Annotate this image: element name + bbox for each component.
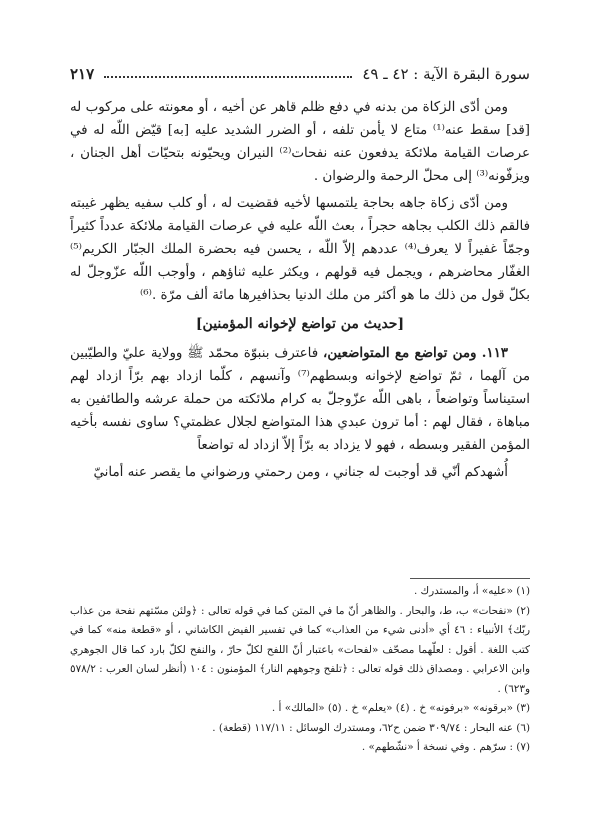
paragraph-zakat-body: ومن أدّى الزكاة من بدنه في دفع ظلم قاهر عن أخيه ، أو معونته على مركوب له [قد] سقط عنه⁽¹⁾ متاع لا يأمن تلفه ، أو الضرر الشديد عليه [به] قيّض اللّه له في عرصات القيامة ملائكة يدفعون عنه نفحات⁽²⁾ النيران ويحيّونه بتحيّات أهل الجنان ، ويزفّونه⁽³⁾ إلى محلّ الرحمة والرضوان . bbox=[70, 100, 530, 184]
header-dotted-rule bbox=[104, 70, 352, 78]
footnote-1: (١) «عليه» أ، والمستدرك . bbox=[413, 585, 530, 597]
footnote-6: (٦) عنه البحار : ٣٠٩/٧٤ ضمن ح٦٢، ومستدرك الوسائل : ١١٧/١١ (قطعة) . bbox=[212, 721, 530, 734]
footnotes bbox=[70, 582, 530, 758]
main-text bbox=[70, 96, 530, 488]
section-heading: [حديث من تواضع لإخوانه المؤمنين] bbox=[195, 316, 405, 332]
hadith-text: فاعترف بنبوّة محمّد ﷺ وولاية عليّ والطيّبين من آلهما ، ثمّ تواضع لإخوانه وبسطهم⁽⁷⁾ وآنسهم ، كلّما ازداد بهم برّاً ازداد لهم استيناساً وتواضعاً ، باهى اللّه عزّوجلّ به كرام ملائكته من حملة عرشه والطائفين به مباهاة ، فقال لهم : أما ترون عبدي هذا المتواضع لجلال عظمتي؟ ساوى نفسه بأخيه المؤمن الفقير وبسطه ، فهو لا يزداد به برّاً إلاّ ازداد له تواضعاً bbox=[70, 346, 530, 453]
running-header-title: سورة البقرة الآية : ٤٢ ـ ٤٩ bbox=[362, 65, 530, 83]
page-number: ٢١٧ bbox=[70, 65, 95, 83]
footnote-2: (٢) «نفحات» ب، ط، والبحار . والظاهر أنّ ما في المتن كما في قوله تعالى : ﴿ولئن مسّتهم نفحة من عذاب ربّك﴾ الأنبياء : ٤٦ أي «أدنى شيء من العذاب» كما في تفسير الفيض الكاشاني ، أو «قطعة منه» كما في كتب اللغة . أقول : لعلّهما مصحّف «لفحات» باعتبار أنّ اللفح لكلّ حارّ ، والنفح لكلّ بارد كما قال الجوهري وابن الاعرابي . ومصداق ذلك قوله تعالى : ﴿تلفح وجوههم النار﴾ المؤمنون : ١٠٤ (أنظر لسان العرب : ٥٧٨/٢ و٦٢٣) . bbox=[70, 604, 531, 695]
section-heading-wrap bbox=[70, 313, 530, 336]
running-header bbox=[70, 62, 530, 86]
hadith-number-lead: ١١٣. ومن تواضع مع المتواضعين، bbox=[323, 345, 508, 361]
paragraph-zakat-status: ومن أدّى زكاة جاهه بحاجة يلتمسها لأخيه فقضيت له ، أو كلب سفيه يظهر غيبته فالقم ذلك الكلب بجاهه حجراً ، بعث اللّه عليه في عرصات القيامة ملائكة عدداً كثيراً وجمّاً غفيراً لا يعرف⁽⁴⁾ عددهم إلاّ اللّه ، يحسن فيه بحضرة الملك الجبّار الكريم⁽⁵⁾ الغفّار محاضرهم ، ويجمل فيه قولهم ، ويكثر عليه ثناؤهم ، وأوجب اللّه عزّوجلّ له بكلّ قول من ذلك ما هو أكثر من ملك الدنيا بحذافيرها مائة ألف مرّة .⁽⁶⁾ bbox=[70, 196, 530, 303]
footnote-7: (٧) : سرّهم . وفي نسخة أ «نشّطهم» . bbox=[361, 741, 530, 753]
footnote-separator bbox=[410, 578, 530, 579]
paragraph-hadith-113 bbox=[70, 342, 530, 457]
footnote-3-5: (٣) «برقونه» «برفونه» خ . (٤) «يعلم» خ . (٥) «المالك» أ . bbox=[271, 702, 530, 714]
paragraph-continuation: أُشهدكم أنّي قد أوجبت له جناني ، ومن رحمتي ورضواني ما يقصر عنه أمانيّ bbox=[93, 465, 508, 480]
